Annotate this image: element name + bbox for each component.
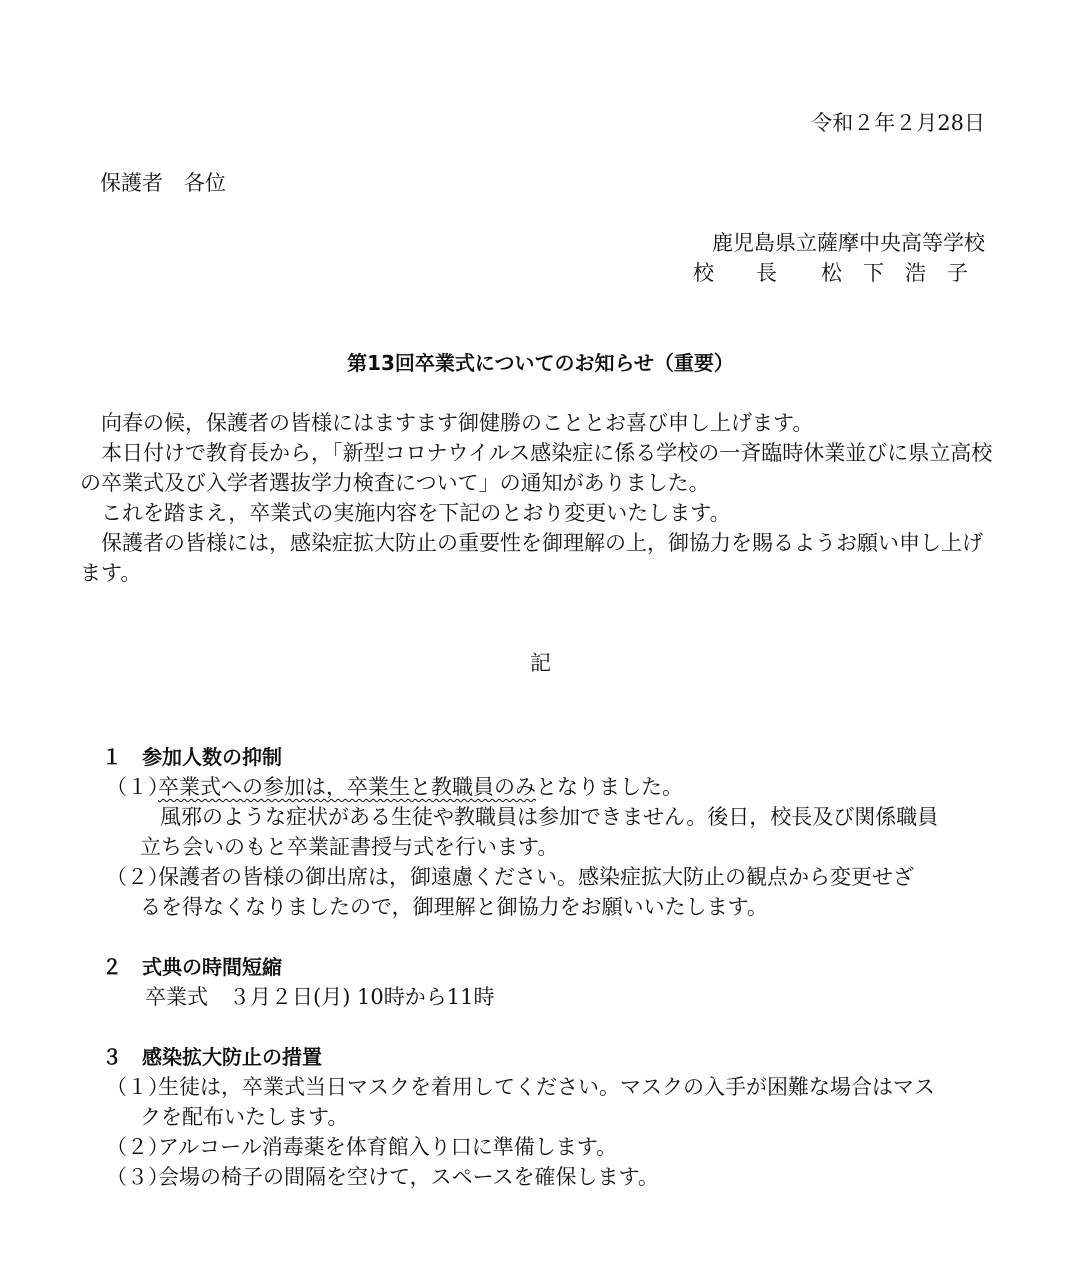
school-name: 鹿児島県立薩摩中央高等学校	[712, 231, 985, 255]
section-3-item-3-number: （３）	[106, 1165, 169, 1189]
section-1-item-2-line-1: 保護者の皆様の御出席は，御遠慮ください。感染症拡大防止の観点から変更せざ	[158, 865, 914, 889]
section-3-item-1	[106, 1072, 986, 1102]
section-1-number: １	[102, 745, 122, 769]
principal-line	[693, 258, 968, 288]
document-date: 令和２年２月28日	[811, 111, 985, 135]
body-paragraph-2: 本日付けで教育長から，「新型コロナウイルス感染症に係る学校の一斉臨時休業並びに県立高校の卒業式及び入学者選抜学力検査について」の通知がありました。	[80, 441, 993, 495]
section-1-item-1-number: （１）	[106, 775, 169, 799]
section-1-item-2-number: （２）	[106, 865, 169, 889]
section-3-heading	[102, 1042, 322, 1072]
body-paragraph-3: これを踏まえ，卒業式の実施内容を下記のとおり変更いたします。	[101, 501, 731, 525]
section-1-item-1-underlined-b: 卒業生と教職員のみ	[347, 775, 536, 799]
section-3-item-2-number: （２）	[106, 1135, 169, 1159]
recipient-line: 保護者 各位	[100, 171, 226, 195]
section-2-schedule-line: 卒業式 ３月２日(月) 10時から11時	[145, 985, 495, 1009]
body-paragraph-4: 保護者の皆様には，感染症拡大防止の重要性を御理解の上，御協力を賜るようお願い申し上げます。	[80, 531, 983, 585]
section-3-item-1-line-2: クを配布いたします。	[140, 1105, 349, 1129]
ki-heading: 記	[530, 651, 551, 675]
notice-title: 第13回卒業式についてのお知らせ（重要）	[347, 351, 734, 375]
section-1-heading	[102, 742, 282, 772]
section-1-item-1-rest: となりました。	[536, 775, 683, 799]
section-2-number: ２	[102, 955, 122, 979]
section-1-item-2-line-2: るを得なくなりましたので，御理解と御協力をお願いいたします。	[140, 895, 768, 919]
section-3-item-3	[106, 1162, 986, 1192]
section-1-item-2	[106, 862, 986, 892]
principal-title: 校 長	[693, 261, 777, 285]
section-3-item-2-line: アルコール消毒薬を体育館入り口に準備します。	[158, 1135, 618, 1159]
section-3-item-1-line-1: 生徒は，卒業式当日マスクを着用してください。マスクの入手が困難な場合はマス	[158, 1075, 935, 1099]
section-3-title: 感染拡大防止の措置	[142, 1045, 322, 1069]
section-3-item-2	[106, 1132, 986, 1162]
section-2-heading	[102, 952, 282, 982]
section-1-item-1-note-line-2: 立ち会いのもと卒業証書授与式を行います。	[140, 835, 559, 859]
section-1-item-1-underlined-a: 卒業式への参加は，	[158, 775, 347, 799]
principal-name: 松 下 浩 子	[821, 261, 968, 285]
section-1-item-1-note-line-1: 風邪のような症状がある生徒や教職員は参加できません。後日，校長及び関係職員	[160, 805, 939, 829]
section-1-title: 参加人数の抑制	[142, 745, 282, 769]
section-3-item-1-number: （１）	[106, 1075, 169, 1099]
section-3-number: ３	[102, 1045, 122, 1069]
section-1-item-1	[106, 772, 986, 802]
section-3-item-3-line: 会場の椅子の間隔を空けて，スペースを確保します。	[158, 1165, 659, 1189]
section-2-title: 式典の時間短縮	[142, 955, 282, 979]
body-paragraph-1: 向春の候，保護者の皆様にはますます御健勝のこととお喜び申し上げます。	[101, 411, 814, 435]
